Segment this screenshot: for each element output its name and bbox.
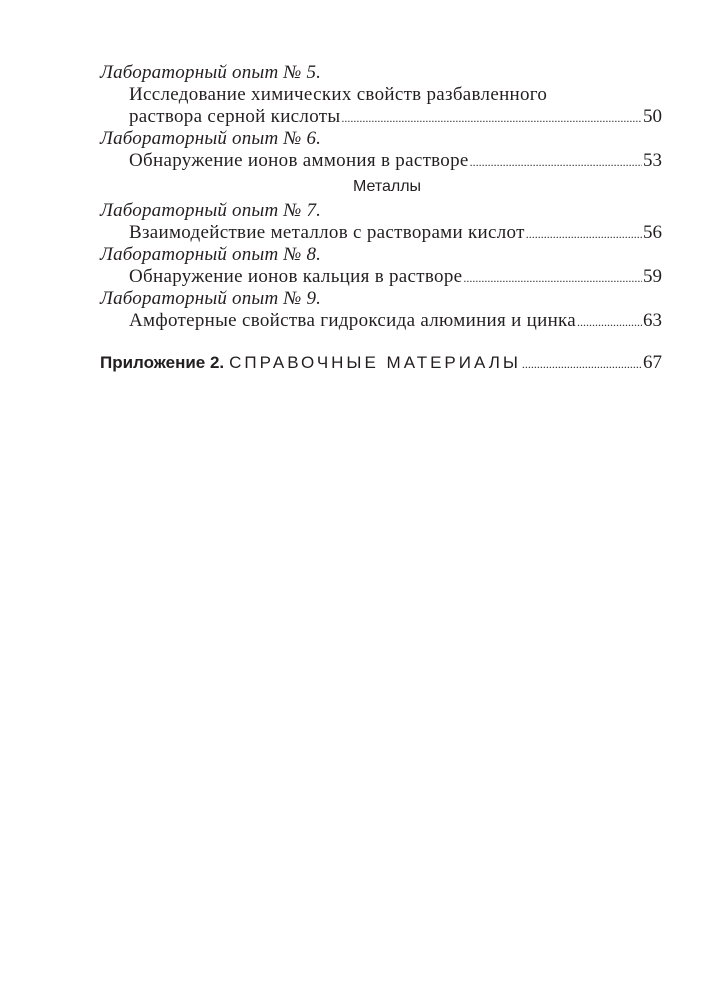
entry-heading: Лабораторный опыт № 7. xyxy=(100,200,322,221)
toc-entry-appendix-2[interactable] xyxy=(100,352,662,374)
page-number: 53 xyxy=(643,150,662,171)
entry-title-line: Исследование химических свойств разбавленного xyxy=(129,84,548,105)
page-number: 50 xyxy=(643,106,662,127)
toc-entry-experiment-7[interactable] xyxy=(100,200,662,244)
entry-heading: Лабораторный опыт № 5. xyxy=(100,62,322,83)
dot-leader xyxy=(470,151,642,173)
dot-leader xyxy=(526,223,642,245)
entry-title-text: Амфотерные свойства гидроксида алюминия и цинка xyxy=(129,310,577,331)
entry-title-leader-line xyxy=(100,106,662,128)
entry-title-text: Взаимодействие металлов с растворами кислот xyxy=(129,222,525,243)
page-number: 63 xyxy=(643,310,662,331)
entry-heading: Лабораторный опыт № 9. xyxy=(100,288,322,309)
entry-title-text: Обнаружение ионов аммония в растворе xyxy=(129,150,469,171)
dot-leader xyxy=(341,107,642,129)
entry-heading: Лабораторный опыт № 8. xyxy=(100,244,322,265)
dot-leader xyxy=(463,267,642,289)
toc-entry-experiment-9[interactable] xyxy=(100,288,662,332)
appendix-title: СПРАВОЧНЫЕ МАТЕРИАЛЫ xyxy=(229,353,521,372)
toc-entry-experiment-6[interactable] xyxy=(100,128,662,172)
page-number: 59 xyxy=(643,266,662,287)
entry-title-leader-line xyxy=(100,150,662,172)
entry-title-text: Обнаружение ионов кальция в растворе xyxy=(129,266,463,287)
page-number: 56 xyxy=(643,222,662,243)
page-number: 67 xyxy=(643,352,662,373)
toc-entry-experiment-8[interactable] xyxy=(100,244,662,288)
section-title-metals: Металлы xyxy=(352,178,422,195)
table-of-contents xyxy=(100,62,662,374)
appendix-label: Приложение 2. xyxy=(100,353,225,372)
toc-entry-experiment-5[interactable] xyxy=(100,62,662,128)
dot-leader xyxy=(522,353,642,375)
entry-title-text: раствора серной кислоты xyxy=(129,106,341,127)
entry-title-leader-line xyxy=(100,266,662,288)
dot-leader xyxy=(577,311,642,333)
entry-heading: Лабораторный опыт № 6. xyxy=(100,128,322,149)
entry-title-leader-line xyxy=(100,310,662,332)
entry-title-leader-line xyxy=(100,222,662,244)
